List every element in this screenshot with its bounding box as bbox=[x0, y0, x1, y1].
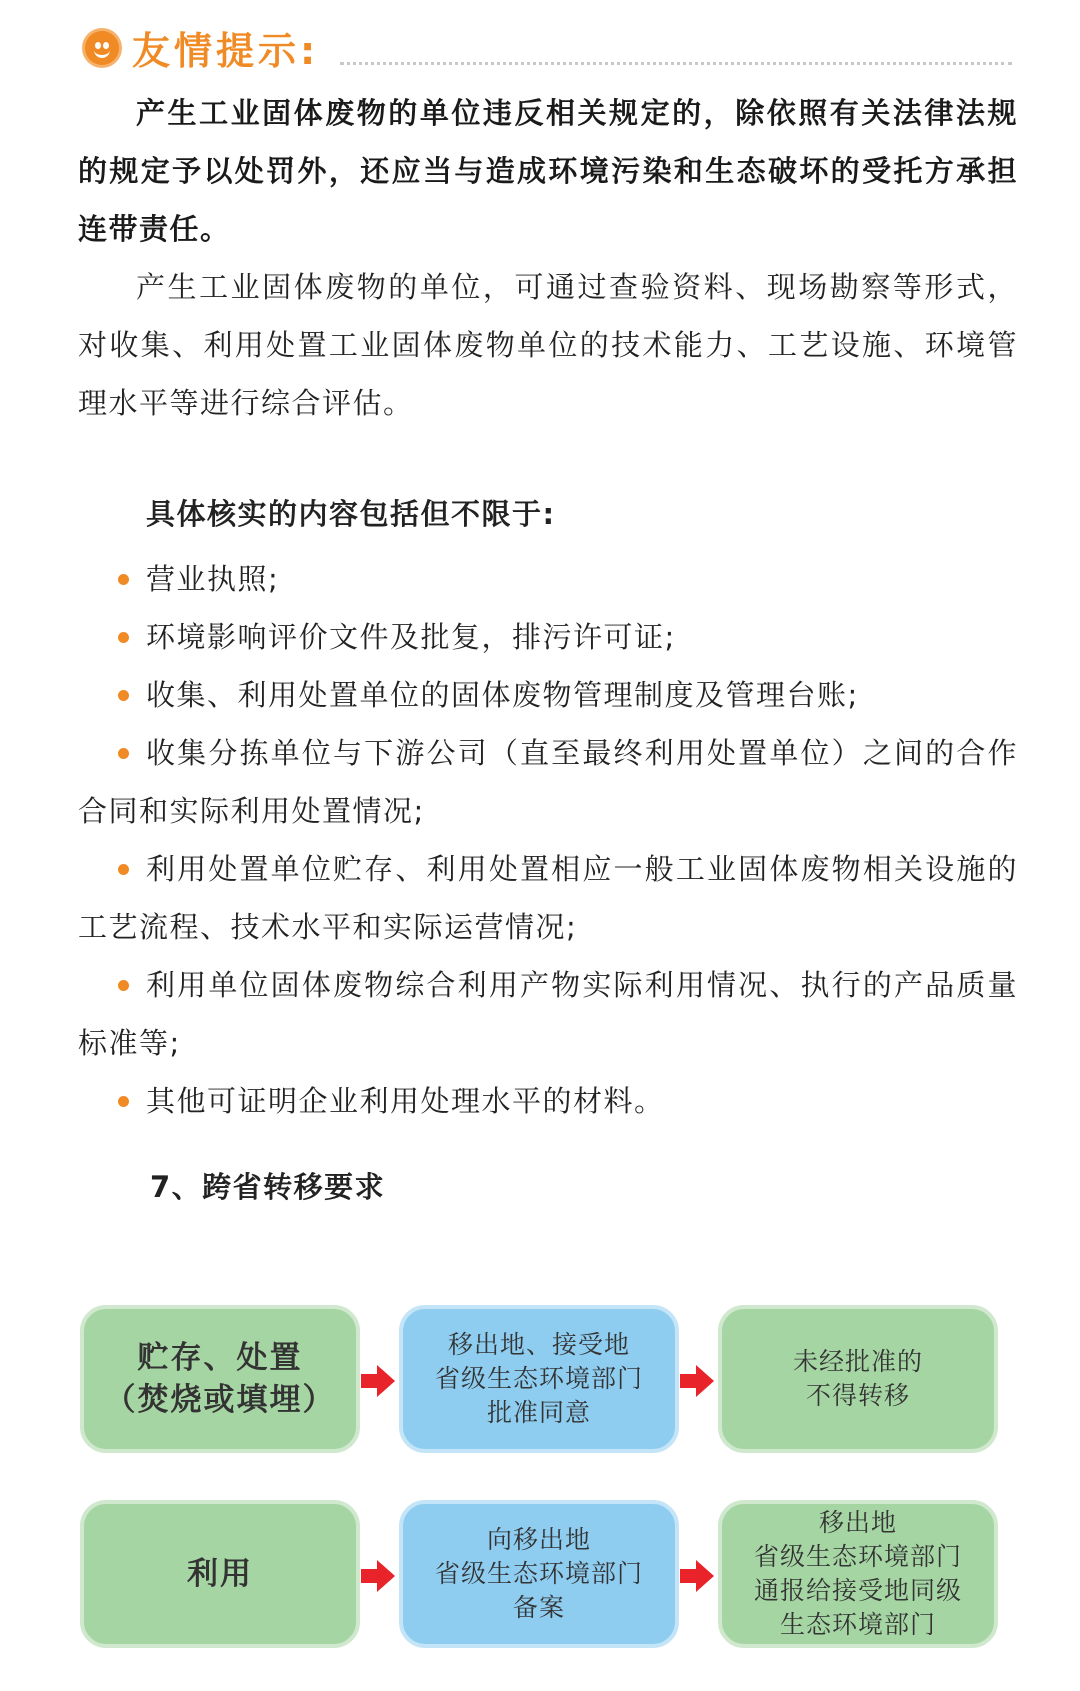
flow-box-storage-disposal: 贮存、处置 （焚烧或填埋） bbox=[80, 1305, 360, 1453]
verification-list bbox=[78, 550, 1018, 1130]
flow-box-utilization: 利用 bbox=[80, 1500, 360, 1648]
list-item: 环境影响评价文件及批复，排污许可证; bbox=[78, 608, 1018, 666]
flow-box-notification: 移出地 省级生态环境部门 通报给接受地同级 生态环境部门 bbox=[718, 1500, 998, 1648]
bullet-dot-icon bbox=[118, 748, 129, 759]
bullet-dot-icon bbox=[118, 574, 129, 585]
bullet-dot-icon bbox=[118, 632, 129, 643]
list-item: 收集、利用处置单位的固体废物管理制度及管理台账; bbox=[78, 666, 1018, 724]
arrow-right-icon bbox=[361, 1560, 395, 1592]
flow-box-no-transfer: 未经批准的 不得转移 bbox=[718, 1305, 998, 1453]
list-item: 收集分拣单位与下游公司（直至最终利用处置单位）之间的合作合同和实际利用处置情况; bbox=[78, 736, 1018, 828]
bullet-dot-icon bbox=[118, 980, 129, 991]
bullet-dot-icon bbox=[118, 1096, 129, 1107]
arrow-right-icon bbox=[680, 1365, 714, 1397]
list-item: 营业执照; bbox=[78, 550, 1018, 608]
list-title: 具体核实的内容包括但不限于: bbox=[146, 497, 556, 531]
tip-header bbox=[82, 18, 1012, 78]
list-item: 利用处置单位贮存、利用处置相应一般工业固体废物相关设施的工艺流程、技术水平和实际运营情况; bbox=[78, 852, 1018, 944]
tip-title: 友情提示: bbox=[132, 29, 320, 73]
paragraph-assessment: 产生工业固体废物的单位，可通过查验资料、现场勘察等形式，对收集、利用处置工业固体废物单位的技术能力、工艺设施、环境管理水平等进行综合评估。 bbox=[78, 270, 1018, 420]
dotted-divider bbox=[340, 62, 1012, 65]
bullet-dot-icon bbox=[118, 864, 129, 875]
paragraph-liability: 产生工业固体废物的单位违反相关规定的，除依照有关法律法规的规定予以处罚外，还应当与造成环境污染和生态破坏的受托方承担连带责任。 bbox=[78, 96, 1018, 246]
arrow-right-icon bbox=[680, 1560, 714, 1592]
bullet-dot-icon bbox=[118, 690, 129, 701]
list-item: 其他可证明企业利用处理水平的材料。 bbox=[78, 1072, 1018, 1130]
arrow-right-icon bbox=[361, 1365, 395, 1397]
flow-box-approval: 移出地、接受地 省级生态环境部门 批准同意 bbox=[399, 1305, 679, 1453]
smiley-face-icon bbox=[82, 28, 122, 68]
section-heading: 7、跨省转移要求 bbox=[150, 1170, 386, 1204]
flow-box-filing: 向移出地 省级生态环境部门 备案 bbox=[399, 1500, 679, 1648]
list-item: 利用单位固体废物综合利用产物实际利用情况、执行的产品质量标准等; bbox=[78, 968, 1018, 1060]
